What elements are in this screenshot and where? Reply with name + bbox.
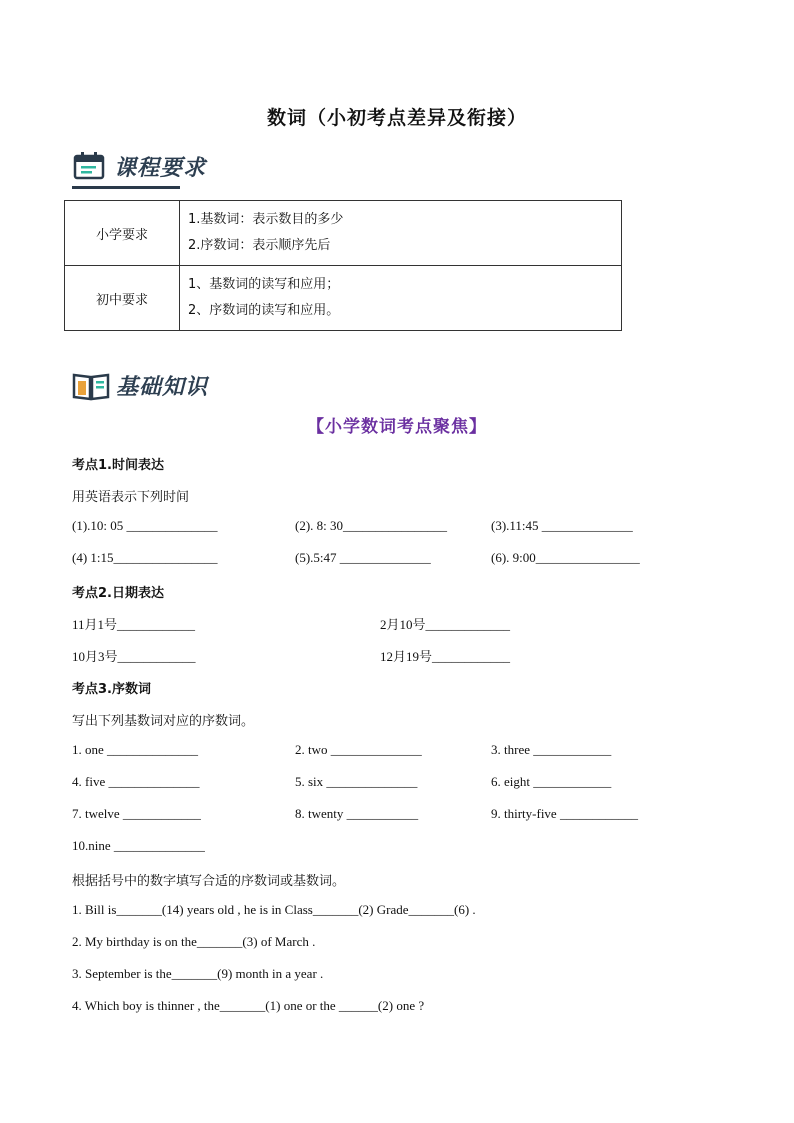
row-label: 初中要求 (65, 266, 180, 331)
ordinal-item: 8. twenty ___________ (295, 806, 419, 821)
book-icon (72, 371, 110, 401)
ordinal-item: 3. three ____________ (491, 742, 612, 757)
time-item: (4) 1:15________________ (72, 550, 218, 565)
row-label: 小学要求 (65, 201, 180, 266)
time-item: (3).11:45 ______________ (491, 518, 633, 533)
ordinal-item: 5. six ______________ (295, 774, 418, 789)
calendar-icon (72, 150, 108, 182)
time-item: (5).5:47 ______________ (295, 550, 431, 565)
table-row (65, 201, 622, 266)
ordinal-item: 1. one ______________ (72, 742, 199, 757)
section-title: 课程要求 (114, 155, 207, 181)
focus-title: 【小学数词考点聚焦】 (307, 417, 487, 437)
time-item: (6). 9:00________________ (491, 550, 640, 565)
time-item: (2). 8: 30________________ (295, 518, 448, 533)
fill-sentence: 2. My birthday is on the_______(3) of March . (72, 934, 316, 949)
table-row (65, 266, 622, 331)
point3-instruction2: 根据括号中的数字填写合适的序数词或基数词。 (72, 874, 346, 889)
content-line: 2、序数词的读写和应用。 (188, 303, 340, 318)
ordinal-item: 6. eight ____________ (491, 774, 612, 789)
ordinal-item: 2. two ______________ (295, 742, 422, 757)
content-line: 1.基数词：表示数目的多少 (188, 212, 344, 227)
ordinal-item: 9. thirty-five ____________ (491, 806, 638, 821)
row-content (180, 266, 622, 331)
point3-title: 考点3.序数词 (72, 682, 151, 697)
time-item: (1).10: 05 ______________ (72, 518, 218, 533)
ordinal-item: 7. twelve ____________ (72, 806, 201, 821)
fill-sentence: 1. Bill is_______(14) years old , he is in Class_______(2) Grade_______(6) . (72, 902, 476, 917)
ordinal-item: 4. five ______________ (72, 774, 200, 789)
date-item: 12月19号____________ (380, 649, 511, 664)
section-title: 基础知识 (116, 375, 209, 400)
point1-instruction: 用英语表示下列时间 (72, 490, 190, 505)
fill-sentence: 3. September is the_______(9) month in a year . (72, 966, 324, 981)
date-item: 10月3号____________ (72, 649, 196, 664)
requirements-table (64, 200, 622, 331)
section-header-basic-knowledge (72, 370, 208, 401)
section-underline (72, 186, 180, 189)
page-title: 数词（小初考点差异及衔接） (266, 107, 527, 129)
ordinal-item: 10.nine ______________ (72, 838, 205, 853)
date-item: 2月10号_____________ (380, 617, 511, 632)
section-header-course-requirements (72, 150, 206, 182)
content-line: 2.序数词：表示顺序先后 (188, 238, 331, 253)
fill-sentence: 4. Which boy is thinner , the_______(1) one or the ______(2) one ? (72, 998, 425, 1013)
content-line: 1、基数词的读写和应用； (188, 277, 340, 292)
point2-title: 考点2.日期表达 (72, 586, 164, 601)
point1-title: 考点1.时间表达 (72, 458, 164, 473)
point3-instruction: 写出下列基数词对应的序数词。 (72, 714, 255, 729)
row-content (180, 201, 622, 266)
date-item: 11月1号____________ (72, 617, 196, 632)
